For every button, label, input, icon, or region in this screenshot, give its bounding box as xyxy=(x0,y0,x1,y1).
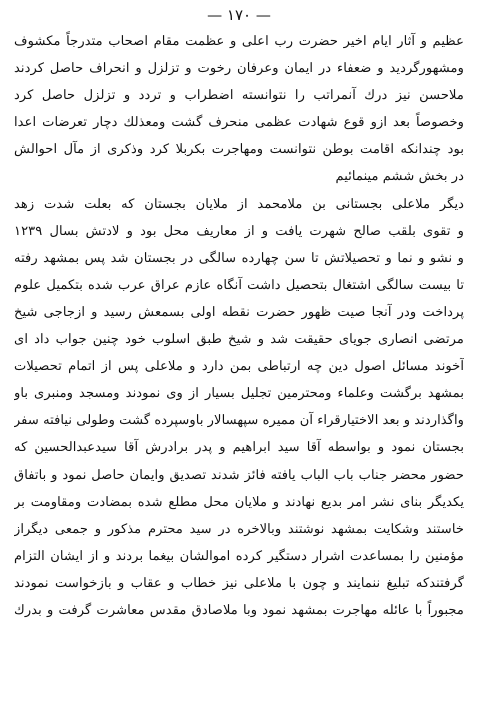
text-line: واگذاردند و بعد الاختیارقراء آن ممیره سپهسالار باوسپرده گشت وطولی نیافته سفر xyxy=(14,413,464,429)
text-line: حضور محضر جناب باب الباب یافته فائز شدند تصدیق وایمان حاصل نمود و باتفاق xyxy=(14,467,464,483)
text-line: و تقوی بلقب صالح شهرت یافت و از معاریف محل بود و لادتش بسال ۱۲۳۹ xyxy=(14,223,464,239)
text-line: آخوند مسائل اصول دین چه ارتباطی بمن دارد و ملاعلی پس از اتمام تحصیلات xyxy=(14,359,464,375)
text-line: مرتضی انصاری جویای حقیقت شد و شیخ طبق اسلوب خود چنین جواب داد ای xyxy=(14,332,464,348)
text-line: یکدیگر بنای نشر امر بدیع نهادند و ملایان محل مطلع شده بمضادت ومقاومت بر xyxy=(14,494,464,510)
text-line: ملاحسن نیز درك آنمراتب را نتوانسته اضطراب و تردد و تزلزل حاصل کرد xyxy=(14,88,464,104)
text-line: خاستند وشکایت بمشهد نوشتند وبالاخره در سید محترم مذکور و جمعی دیگراز xyxy=(14,521,464,537)
text-line: و نشو و نما و تحصیلاتش تا سن چهارده سالگی در بجستان شد پس بمشهد رفته xyxy=(14,250,464,266)
text-line: در بخش ششم مینمائیم xyxy=(335,169,464,185)
page-number: — ۱۷۰ — xyxy=(207,6,271,24)
text-line: بمشهد برگشت وعلماء ومحترمین تجلیل بسیار از وی نمودند ومسجد ومنبری باو xyxy=(14,386,464,402)
text-line: تا بیست سالگی اشتغال بتحصیل داشت آنگاه عازم عراق عرب شده بتکمیل علوم xyxy=(14,277,464,293)
text-line: گرفتندکه تبلیغ ننمایند و چون با ملاعلی نیز خطاب و عقاب و بازخواست نمودند xyxy=(14,575,464,591)
paragraph-1 xyxy=(14,28,464,191)
text-line: مؤمنین را بمساعدت اشرار دستگیر کرده اموالشان بیغما بردند و از ایشان التزام xyxy=(14,548,464,564)
text-line: بود چندانکه اقامت بوطن نتوانست ومهاجرت بکربلا کرد وذکری از مآل احوالش xyxy=(14,142,464,158)
text-line: پرداخت ودر آنجا صیت ظهور حضرت نقطه اولی بسمعش رسید و ازجاجی شیخ xyxy=(14,304,464,320)
text-line: بجستان نمود و بواسطه آقا سید ابراهیم و پدر برادرش آقا سیدعبدالحسین که xyxy=(14,440,464,456)
text-line: مجبوراً با عائله مهاجرت بمشهد نمود وبا ملاصادق مقدس معاشرت گرفت و بدرك xyxy=(14,602,464,618)
text-line: وخصوصاً بعد ازو قوع شهادت عظمی منحرف گشت ومعذلك دچار تعرضات اعدا xyxy=(14,115,464,131)
text-line: ومشهورگردید و ضعفاء در ایمان وعرفان رخوت و تزلزل و انحراف حاصل کردند xyxy=(14,61,464,77)
paragraph-2 xyxy=(14,191,464,625)
text-line: عظیم و آثار ایام اخیر حضرت رب اعلی و عظمت مقام اصحاب متدرجاً مکشوف xyxy=(14,34,464,49)
text-line: دیگر ملاعلی بجستانی بن ملامحمد از ملایان بجستان که بعلت شدت زهد xyxy=(14,196,464,212)
